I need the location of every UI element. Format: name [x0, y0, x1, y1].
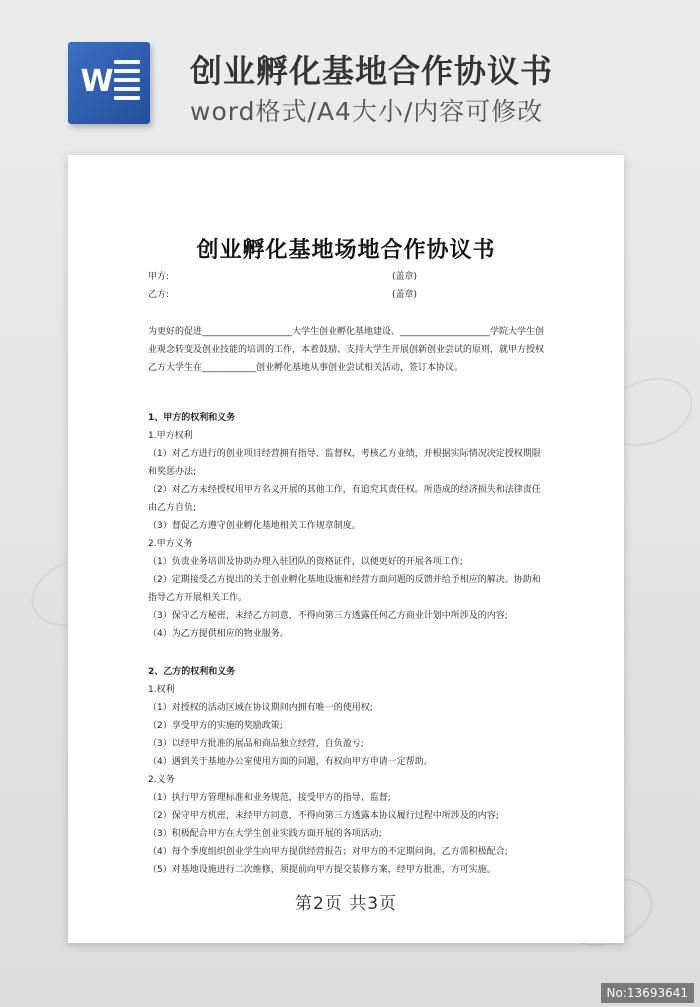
list-item: （1）对乙方进行的创业项目经营拥有指导、监督权，考核乙方业绩，并根据实际情况决定授权期限和奖惩办法;	[148, 449, 541, 477]
word-icon-letter: W	[80, 64, 114, 99]
document-page	[68, 155, 624, 943]
page-number-footer: 第2页 共3页	[294, 894, 398, 914]
section-heading: 1、甲方的权利和义务	[148, 413, 236, 423]
list-item: （2）定期接受乙方提出的关于创业孵化基地设施和经营方面问题的反馈并给予相应的解决。协助和指导乙方开展相关工作。	[148, 575, 541, 603]
list-item: （4）遇到关于基地办公室使用方面的问题，有权向甲方申请一定帮助。	[148, 757, 433, 767]
list-item: （3）督促乙方遵守创业孵化基地相关工作规章制度。	[148, 521, 361, 531]
list-item: （5）对基地设施进行二次维修，须提前向甲方提交装修方案，经甲方批准，方可实施。	[148, 865, 496, 875]
watermark-id-badge: No:13693641	[601, 983, 694, 1003]
list-item: （3）积极配合甲方在大学生创业实践方面开展的各项活动;	[148, 829, 382, 839]
list-item: （2）享受甲方的实施的奖励政策;	[148, 721, 283, 731]
list-item: （2）保守甲方机密，未经甲方同意，不得向第三方透露本协议履行过程中所涉及的内容;	[148, 811, 499, 821]
list-item: （1）对授权的活动区域在协议期间内拥有唯一的使用权;	[148, 703, 373, 713]
intro-paragraph: 为更好的促进____________________大学生创业孵化基地建设、____________________学院大学生创业观念转变及创业技能的培训的工作，本着鼓励、支持大学生开展创新创业尝试的原则，就甲方授权乙方大学生在____________创业孵化基地从事创业尝试相关活动，签订本协议。	[148, 327, 545, 373]
subsection-heading: 1.甲方权利	[148, 431, 193, 441]
subsection-heading: 2.义务	[148, 775, 175, 785]
subsection-heading: 1.权利	[148, 685, 175, 695]
doc-lines-icon	[114, 60, 140, 105]
party-a-seal: (盖章)	[392, 272, 418, 282]
party-a-label: 甲方:	[148, 272, 170, 282]
list-item: （3）以经甲方批准的展品和商品独立经营，自负盈亏;	[148, 739, 364, 749]
list-item: （3）保守乙方秘密，未经乙方同意，不得向第三方透露任何乙方商业计划中所涉及的内容;	[148, 611, 508, 621]
party-b-label: 乙方:	[148, 290, 170, 300]
document-title: 创业孵化基地场地合作协议书	[196, 237, 496, 263]
list-item: （1）负责业务培训及协助办理入驻团队的资格证件，以便更好的开展各项工作;	[148, 557, 463, 567]
list-item: （4）为乙方提供相应的物业服务。	[148, 629, 289, 639]
list-item: （4）每个季度组织创业学生向甲方提供经营报告；对甲方的不定期问询，乙方需积极配合;	[148, 847, 508, 857]
banner-title: 创业孵化基地合作协议书	[190, 52, 554, 90]
party-b-seal: (盖章)	[392, 290, 418, 300]
document-body	[148, 323, 546, 879]
list-item: （2）对乙方未经授权用甲方名义开展的其他工作，有追究其责任权。所造成的经济损失和法律责任由乙方自负;	[148, 485, 541, 513]
subsection-heading: 2.甲方义务	[148, 539, 193, 549]
section-heading: 2、乙方的权利和义务	[148, 667, 236, 677]
banner	[0, 0, 700, 150]
list-item: （1）执行甲方管理标准和业务规范，接受甲方的指导、监督;	[148, 793, 391, 803]
word-document-icon	[68, 42, 150, 124]
banner-subtitle: word格式/A4大小/内容可修改	[190, 97, 544, 126]
